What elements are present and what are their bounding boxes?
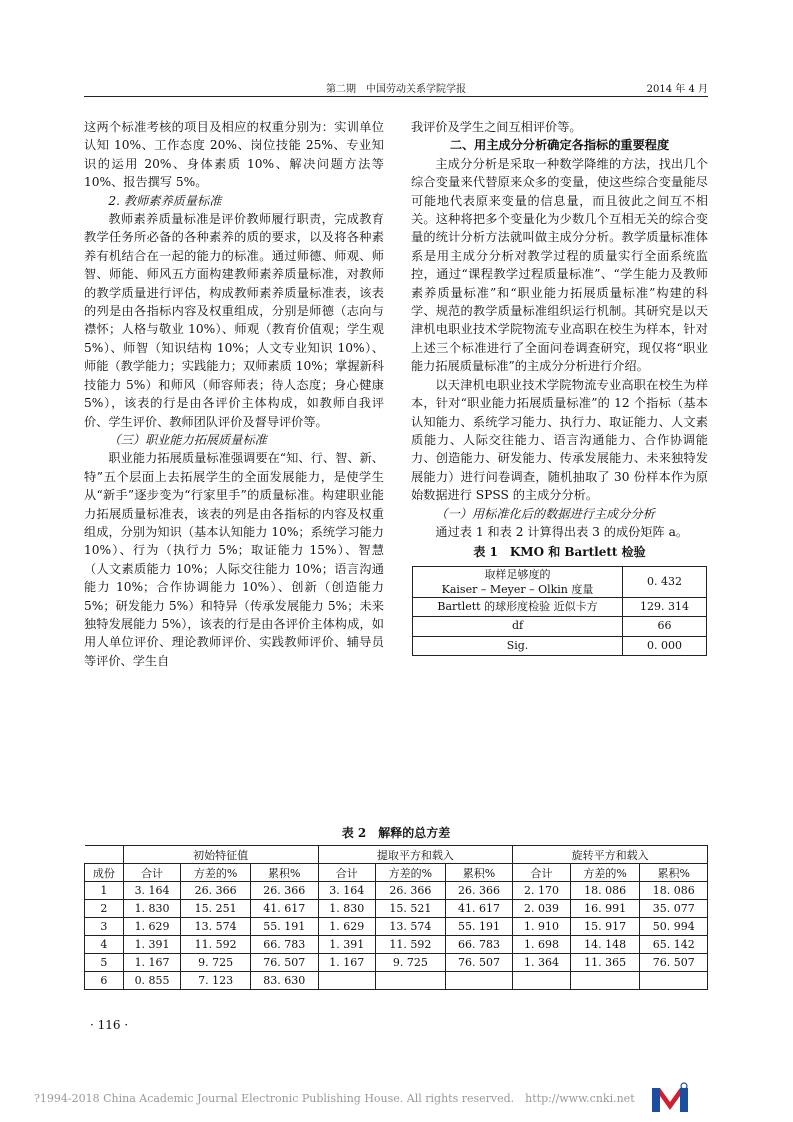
paragraph: 通过表 1 和表 2 计算得出表 3 的成份矩阵 a。 (435, 524, 689, 539)
table-cell: 9. 725 (376, 954, 446, 972)
table-cell: 16. 991 (570, 900, 640, 918)
column-header: 方差的% (181, 864, 251, 882)
table-cell: 50. 994 (640, 918, 708, 936)
table-cell: 129. 314 (623, 597, 707, 616)
table-cell: 55. 191 (445, 918, 513, 936)
column-header: 方差的% (570, 864, 640, 882)
table-cell: 1. 167 (318, 954, 376, 972)
table-cell: 41. 617 (250, 900, 318, 918)
table-cell: 76. 507 (250, 954, 318, 972)
column-header: 方差的% (376, 864, 446, 882)
table-row (85, 954, 708, 972)
table-cell (318, 972, 376, 990)
table-cell: 1. 364 (513, 954, 571, 972)
table-cell (513, 972, 571, 990)
right-column (411, 118, 708, 656)
table-cell: 15. 521 (376, 900, 446, 918)
paragraph: 我评价及学生之间互相评价等。 (411, 120, 582, 134)
paragraph: 主成分分析是采取一种数学降维的方法，找出几个综合变量来代替原来众多的变量，使这些综合变量能尽可能地代表原来变量的信息量，而且彼此之间互不相关。这种将把多个变量化为少数几个互相无关的综合变量的统计分析方法就叫做主成分分析。教学质量标准体系是用主成分分析对教学过程的质量实行全面系统监控，通过“课程教学过程质量标准”、“学生能力及教师素养质量标准”和“职业能力拓展质量标准”构建的科学、规范的教学质量标准组织运行机制。其研究是以天津机电职业技术学院物流专业高职在校生为样本，针对上述三个标准进行了全面问卷调查研究，现仅将“职业能力拓展质量标准”的主成分分析进行介绍。 (411, 156, 708, 374)
group-header: 提取平方和载入 (318, 846, 513, 864)
copyright-footer: ?1994-2018 China Academic Journal Electronic Publishing House. All rights reserved. http://www.cnki.net (34, 1092, 635, 1105)
table1-caption: 表 1 KMO 和 Bartlett 检验 (473, 545, 646, 560)
group-header: 初始特征值 (123, 846, 318, 864)
subsection-heading: 2. 教师素养质量标准 (108, 193, 222, 208)
paragraph: 教师素养质量标准是评价教师履行职责，完成教育教学任务所必备的各种素养的质的要求，以及将各种素养有机结合在一起的能力的标准。通过师德、师观、师智、师能、师风五方面构建教师素养质量标准，对教师的教学质量进行评估，构成教师素养质量标准表，该表的列是由各指标内容及权重组成，分别是师德（志向与襟怀；人格与敬业 10%）、师观（教育价值观；学生观 5%）、师智（知识结构 10%；人文专业知识 10%）、师能（教学能力；实践能力；双师素质 10%；掌握新科技能力 5%）和师风（师容师表；待人态度；身心健康 5%），该表的行是由各评价主体构成，如教师自我评价、学生评价、教师团队评价及督导评价等。 (84, 212, 384, 429)
table-cell: 76. 507 (445, 954, 513, 972)
table-cell: Bartlett 的球形度检验 近似卡方 (413, 597, 623, 616)
kmo-table (412, 566, 707, 656)
table-cell: 65. 142 (640, 936, 708, 954)
table-cell (376, 972, 446, 990)
table-row (85, 900, 708, 918)
table-cell: 15. 917 (570, 918, 640, 936)
table-cell: 55. 191 (250, 918, 318, 936)
column-header: 合计 (123, 864, 181, 882)
table-cell: 0. 000 (623, 636, 707, 655)
table-cell: 76. 507 (640, 954, 708, 972)
table2-container (84, 822, 708, 990)
table-cell: 41. 617 (445, 900, 513, 918)
table-cell: 26. 366 (181, 882, 251, 900)
table-cell: Sig. (413, 636, 623, 655)
table-cell (445, 972, 513, 990)
subsection-heading: （一）用标准化后的数据进行主成分分析 (435, 506, 655, 521)
paragraph: 职业能力拓展质量标准强调要在“知、行、智、新、特”五个层面上去拓展学生的全面发展能力，是使学生从“新手”逐步变为“行家里手”的质量标准。构建职业能力拓展质量标准表，该表的列是由各指标的内容及权重组成，分别为知识（基本认知能力 10%；系统学习能力 10%）、行为（执行力 5%；取证能力 15%）、智慧（人文素质能力 10%；人际交往能力 10%；语言沟通能力 10%；合作协调能力 10%）、创新（创造能力 5%；研发能力 5%）和特异（传承发展能力 5%；未来独特发展能力 5%），该表的行是由各评价主体构成，如用人单位评价、理论教师评价、实践教师评价、辅导员等评价、学生自 (84, 451, 384, 668)
column-header: 累积% (640, 864, 708, 882)
table-row (413, 566, 707, 597)
table-cell: 2 (85, 900, 124, 918)
table-cell: df (413, 617, 623, 636)
cnki-logo-icon (650, 1082, 690, 1114)
table-cell: 3. 164 (123, 882, 181, 900)
table-cell: 1. 167 (123, 954, 181, 972)
header-journal: 第二期 中国劳动关系学院学报 (326, 84, 466, 95)
table-cell: 11. 592 (376, 936, 446, 954)
table-cell: 2. 039 (513, 900, 571, 918)
table-cell: 1. 830 (123, 900, 181, 918)
group-header: 旋转平方和载入 (513, 846, 708, 864)
table-cell: 1. 629 (123, 918, 181, 936)
table-cell: 66 (623, 617, 707, 636)
table-cell: 1. 629 (318, 918, 376, 936)
table-cell: 35. 077 (640, 900, 708, 918)
column-header: 成份 (85, 864, 124, 882)
table-cell: 11. 592 (181, 936, 251, 954)
table-cell: 18. 086 (640, 882, 708, 900)
table-cell: 26. 366 (250, 882, 318, 900)
table-cell: 26. 366 (376, 882, 446, 900)
table-row (413, 636, 707, 655)
table-header-row (85, 864, 708, 882)
table-cell: 7. 123 (181, 972, 251, 990)
table-cell: 2. 170 (513, 882, 571, 900)
table-cell (85, 846, 124, 864)
table-cell: 9. 725 (181, 954, 251, 972)
table-cell: 3. 164 (318, 882, 376, 900)
table-cell: 1. 830 (318, 900, 376, 918)
table-cell: 11. 365 (570, 954, 640, 972)
table-cell: 66. 783 (445, 936, 513, 954)
table-row (85, 936, 708, 954)
column-header: 合计 (513, 864, 571, 882)
paragraph: 这两个标准考核的项目及相应的权重分别为：实训单位认知 10%、工作态度 20%、岗位技能 25%、专业知识的运用 20%、身体素质 10%、解决问题方法等 10%、报告撰写 5%。 (84, 120, 384, 190)
table-row (413, 617, 707, 636)
table-cell: 1. 910 (513, 918, 571, 936)
table-cell: 26. 366 (445, 882, 513, 900)
table-cell (570, 972, 640, 990)
table-header-row (85, 846, 708, 864)
table2-caption: 表 2 解释的总方差 (341, 826, 451, 840)
table-cell: 15. 251 (181, 900, 251, 918)
table-cell: 4 (85, 936, 124, 954)
table-cell: 13. 574 (376, 918, 446, 936)
paragraph: 以天津机电职业技术学院物流专业高职在校生为样本，针对“职业能力拓展质量标准”的 12 个指标（基本认知能力、系统学习能力、执行力、取证能力、人文素质能力、人际交往能力、语言沟通能力、合作协调能力、创造能力、研发能力、传承发展能力、未来独特发展能力）进行问卷调查，随机抽取了 30 份样本作为原始数据进行 SPSS 的主成分分析。 (411, 377, 708, 503)
left-column (84, 118, 384, 670)
table-cell: 5 (85, 954, 124, 972)
table-cell: 0. 855 (123, 972, 181, 990)
table-cell: 1 (85, 882, 124, 900)
header-rule (84, 96, 708, 97)
table-cell: 1. 698 (513, 936, 571, 954)
table-row (85, 882, 708, 900)
table-row (85, 972, 708, 990)
table-row (85, 918, 708, 936)
table-cell: 3 (85, 918, 124, 936)
table-cell: 1. 391 (123, 936, 181, 954)
table-cell: 83. 630 (250, 972, 318, 990)
header-date: 2014 年 4 月 (646, 84, 708, 95)
table-cell: 18. 086 (570, 882, 640, 900)
table-cell: 0. 432 (623, 566, 707, 597)
section-heading: 二、用主成分分析确定各指标的重要程度 (449, 138, 670, 153)
table-cell: 66. 783 (250, 936, 318, 954)
table-cell: 取样足够度的 Kaiser – Meyer – Olkin 度量 (413, 566, 623, 597)
column-header: 累积% (250, 864, 318, 882)
table-row (413, 597, 707, 616)
table-cell: 1. 391 (318, 936, 376, 954)
table-cell: 13. 574 (181, 918, 251, 936)
column-header: 累积% (445, 864, 513, 882)
table-cell: 14. 148 (570, 936, 640, 954)
column-header: 合计 (318, 864, 376, 882)
variance-table (84, 845, 708, 990)
table-cell (640, 972, 708, 990)
page-number: · 116 · (90, 1018, 129, 1032)
subsection-heading: （三）职业能力拓展质量标准 (108, 432, 267, 447)
table-cell: 6 (85, 972, 124, 990)
